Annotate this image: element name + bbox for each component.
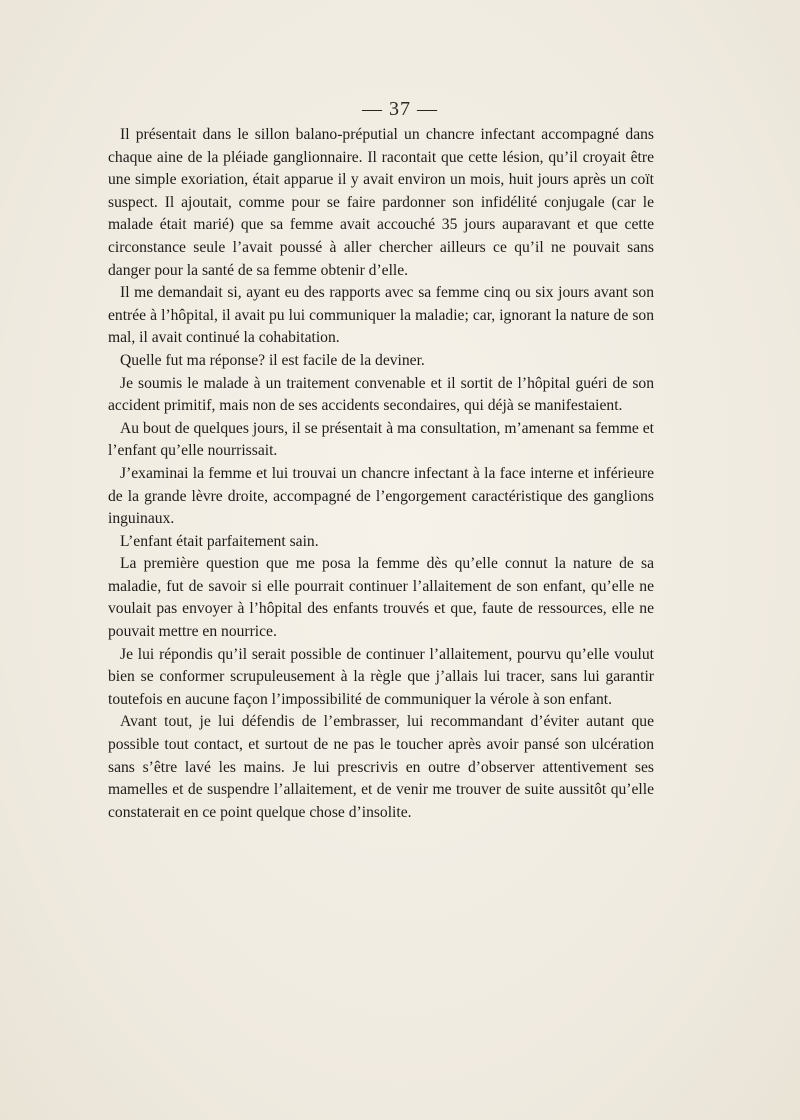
paragraph-8: La première question que me posa la femme dès qu’elle connut la nature de sa maladie, fut de savoir si elle pourrait continuer l’allaitement de son enfant, qu’elle ne voulait pas envoyer à l’hôpital des enfants trouvés et que, faute de ressources, elle ne pouvait mettre en nourrice. [108,555,654,641]
body-text [108,124,654,824]
paragraph-4: Je soumis le malade à un traitement convenable et il sortit de l’hôpital guéri de son accident primitif, mais non de ses accidents secondaires, qui déjà se manifestaient. [108,374,654,415]
paragraph-9: Je lui répondis qu’il serait possible de continuer l’allaitement, pourvu qu’elle voulut bien se conformer scrupuleusement à la règle que j’allais lui tracer, sans lui garantir toutefois en aucune façon l’impossibilité de communiquer la vérole à son enfant. [108,645,654,708]
paragraph-1: Il présentait dans le sillon balano-préputial un chancre infectant accompagné dans chaque aine de la pléiade ganglionnaire. Il racontait que cette lésion, qu’il croyait être une simple exoriation, était apparue il y avait environ un mois, huit jours après un coït suspect. Il ajoutait, comme pour se faire pardonner son infidélité conjugale (car le malade était marié) que sa femme avait accouché 35 jours auparavant et que cette circonstance seule l’avait poussé à aller chercher ailleurs ce qu’il ne pouvait sans danger pour la santé de sa femme obtenir d’elle. [108,126,654,279]
paragraph-5: Au bout de quelques jours, il se présentait à ma consultation, m’amenant sa femme et l’enfant qu’elle nourrissait. [108,419,654,460]
paragraph-6: J’examinai la femme et lui trouvai un chancre infectant à la face interne et inférieure de la grande lèvre droite, accompagné de l’engorgement caractéristique des ganglions inguinaux. [108,464,654,528]
paragraph-2: Il me demandait si, ayant eu des rapports avec sa femme cinq ou six jours avant son entrée à l’hôpital, il avait pu lui communiquer la maladie; car, ignorant la nature de son mal, il avait continué la cohabitation. [108,284,654,347]
paragraph-3: Quelle fut ma réponse? il est facile de la deviner. [120,351,425,369]
paragraph-10: Avant tout, je lui défendis de l’embrasser, lui recommandant d’éviter autant que possible tout contact, et surtout de ne pas le toucher après avoir pansé son ulcération sans s’être lavé les mains. Je lui prescrivis en outre d’observer attentivement ses mamelles et de suspendre l’allaitement, et de venir me trouver de suite aussitôt qu’elle constaterait en ce point quelque chose d’insolite. [108,713,654,821]
page-number: — 37 — [362,98,438,120]
paragraph-7: L’enfant était parfaitement sain. [120,532,319,550]
